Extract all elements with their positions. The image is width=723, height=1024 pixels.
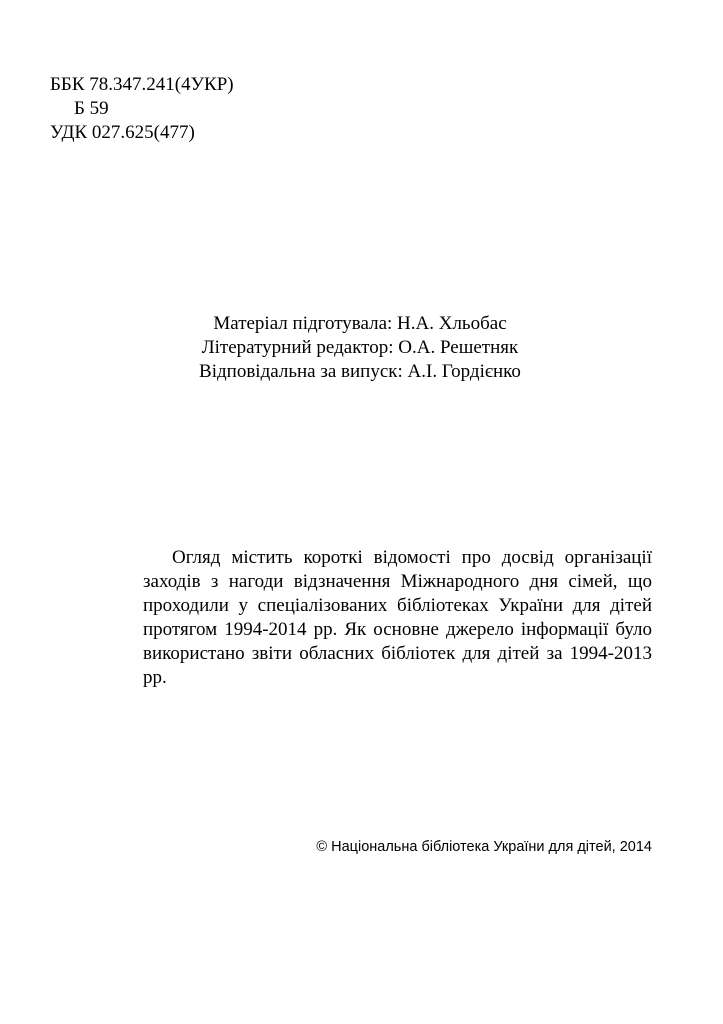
credits-block bbox=[140, 312, 580, 384]
abstract-paragraph: Огляд містить короткі відомості про досвід організації заходів з нагоди відзначення Міжнародного дня сімей, що проходили у спеціалізованих бібліотеках України для дітей протягом 1994-2014 рр. Як основне джерело інформації було використано звіти обласних бібліотек для дітей за 1994-2013 рр. bbox=[143, 547, 652, 688]
classification-codes bbox=[50, 73, 234, 145]
prepared-by-line: Матеріал підготувала: Н.А. Хльобас bbox=[213, 313, 507, 334]
editor-line: Літературний редактор: О.А. Решетняк bbox=[201, 337, 519, 358]
udk-code: УДК 027.625(477) bbox=[50, 122, 195, 143]
copyright-notice: © Національна бібліотека України для дітей, 2014 bbox=[316, 839, 652, 855]
responsible-line: Відповідальна за випуск: А.І. Гордієнко bbox=[199, 361, 521, 382]
author-mark: Б 59 bbox=[74, 98, 109, 119]
bbk-code: ББК 78.347.241(4УКР) bbox=[50, 74, 234, 95]
